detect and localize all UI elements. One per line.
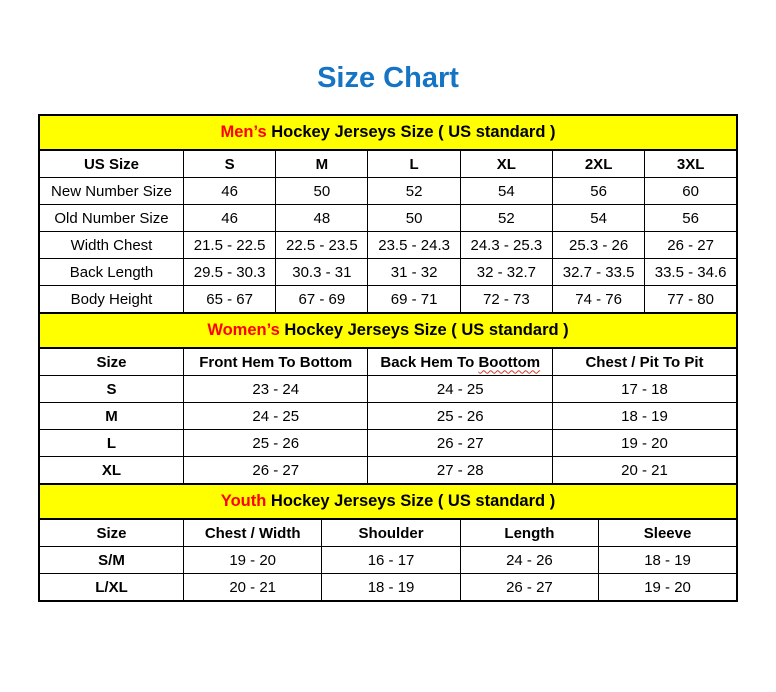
mens-column-header: US Size xyxy=(39,150,183,178)
womens-value-cell: 27 - 28 xyxy=(368,457,553,485)
mens-value-cell: 46 xyxy=(183,178,275,205)
mens-banner-highlight: Men’s xyxy=(220,123,267,141)
mens-value-cell: 67 - 69 xyxy=(276,286,368,314)
womens-column-header: Back Hem To Boottom xyxy=(368,348,553,376)
mens-value-cell: 52 xyxy=(368,178,460,205)
youth-value-cell: 16 - 17 xyxy=(322,547,460,574)
mens-size-table xyxy=(38,114,738,314)
youth-value-cell: 18 - 19 xyxy=(599,547,737,574)
youth-column-header: Shoulder xyxy=(322,519,460,547)
womens-value-cell: 23 - 24 xyxy=(183,376,368,403)
youth-column-header: Size xyxy=(39,519,183,547)
youth-banner-highlight: Youth xyxy=(220,492,267,510)
youth-value-cell: 19 - 20 xyxy=(599,574,737,602)
womens-value-cell: 20 - 21 xyxy=(552,457,737,485)
mens-value-cell: 32.7 - 33.5 xyxy=(552,259,644,286)
mens-value-cell: 33.5 - 34.6 xyxy=(645,259,737,286)
mens-value-cell: 24.3 - 25.3 xyxy=(460,232,552,259)
mens-section-banner: Men’s Hockey Jerseys Size ( US standard ) xyxy=(39,115,737,150)
mens-value-cell: 46 xyxy=(183,205,275,232)
womens-data-row xyxy=(39,430,737,457)
womens-row-label: M xyxy=(39,403,183,430)
mens-value-cell: 21.5 - 22.5 xyxy=(183,232,275,259)
mens-column-header: S xyxy=(183,150,275,178)
youth-value-cell: 20 - 21 xyxy=(183,574,321,602)
womens-value-cell: 24 - 25 xyxy=(368,376,553,403)
mens-value-cell: 54 xyxy=(460,178,552,205)
mens-column-header: 2XL xyxy=(552,150,644,178)
youth-banner-row xyxy=(39,484,737,519)
womens-value-cell: 24 - 25 xyxy=(183,403,368,430)
womens-size-table xyxy=(38,312,738,485)
page-title: Size Chart xyxy=(317,62,459,94)
mens-value-cell: 56 xyxy=(552,178,644,205)
mens-value-cell: 69 - 71 xyxy=(368,286,460,314)
womens-header-row xyxy=(39,348,737,376)
mens-value-cell: 22.5 - 23.5 xyxy=(276,232,368,259)
womens-row-label: L xyxy=(39,430,183,457)
mens-data-row xyxy=(39,205,737,232)
mens-value-cell: 48 xyxy=(276,205,368,232)
youth-row-label: L/XL xyxy=(39,574,183,602)
youth-column-header: Sleeve xyxy=(599,519,737,547)
womens-value-cell: 26 - 27 xyxy=(368,430,553,457)
youth-value-cell: 26 - 27 xyxy=(460,574,598,602)
youth-size-table xyxy=(38,483,738,602)
size-chart-tables xyxy=(38,114,738,602)
mens-value-cell: 52 xyxy=(460,205,552,232)
mens-value-cell: 50 xyxy=(368,205,460,232)
mens-column-header: 3XL xyxy=(645,150,737,178)
mens-value-cell: 23.5 - 24.3 xyxy=(368,232,460,259)
womens-value-cell: 19 - 20 xyxy=(552,430,737,457)
mens-value-cell: 25.3 - 26 xyxy=(552,232,644,259)
spellcheck-underlined-word: Boottom xyxy=(478,353,541,371)
mens-column-header: XL xyxy=(460,150,552,178)
mens-value-cell: 30.3 - 31 xyxy=(276,259,368,286)
mens-value-cell: 31 - 32 xyxy=(368,259,460,286)
womens-value-cell: 18 - 19 xyxy=(552,403,737,430)
womens-value-cell: 25 - 26 xyxy=(183,430,368,457)
womens-row-label: XL xyxy=(39,457,183,485)
youth-row-label: S/M xyxy=(39,547,183,574)
youth-value-cell: 18 - 19 xyxy=(322,574,460,602)
mens-value-cell: 60 xyxy=(645,178,737,205)
womens-banner-highlight: Women’s xyxy=(207,321,280,339)
womens-data-row xyxy=(39,457,737,485)
youth-value-cell: 24 - 26 xyxy=(460,547,598,574)
womens-row-label: S xyxy=(39,376,183,403)
mens-data-row xyxy=(39,286,737,314)
youth-data-row xyxy=(39,574,737,602)
youth-header-row xyxy=(39,519,737,547)
womens-data-row xyxy=(39,403,737,430)
youth-column-header: Length xyxy=(460,519,598,547)
womens-section-banner: Women’s Hockey Jerseys Size ( US standard ) xyxy=(39,313,737,348)
mens-value-cell: 77 - 80 xyxy=(645,286,737,314)
mens-data-row xyxy=(39,259,737,286)
mens-value-cell: 72 - 73 xyxy=(460,286,552,314)
mens-column-header: L xyxy=(368,150,460,178)
mens-value-cell: 74 - 76 xyxy=(552,286,644,314)
womens-value-cell: 26 - 27 xyxy=(183,457,368,485)
mens-header-row xyxy=(39,150,737,178)
mens-value-cell: 65 - 67 xyxy=(183,286,275,314)
mens-row-label: Width Chest xyxy=(39,232,183,259)
womens-data-row xyxy=(39,376,737,403)
mens-column-header: M xyxy=(276,150,368,178)
youth-value-cell: 19 - 20 xyxy=(183,547,321,574)
mens-row-label: New Number Size xyxy=(39,178,183,205)
youth-section-banner: Youth Hockey Jerseys Size ( US standard ) xyxy=(39,484,737,519)
womens-column-header: Front Hem To Bottom xyxy=(183,348,368,376)
mens-row-label: Old Number Size xyxy=(39,205,183,232)
womens-value-cell: 17 - 18 xyxy=(552,376,737,403)
mens-row-label: Body Height xyxy=(39,286,183,314)
womens-column-header: Size xyxy=(39,348,183,376)
mens-row-label: Back Length xyxy=(39,259,183,286)
mens-value-cell: 54 xyxy=(552,205,644,232)
womens-banner-row xyxy=(39,313,737,348)
mens-value-cell: 29.5 - 30.3 xyxy=(183,259,275,286)
youth-column-header: Chest / Width xyxy=(183,519,321,547)
womens-column-header: Chest / Pit To Pit xyxy=(552,348,737,376)
womens-value-cell: 25 - 26 xyxy=(368,403,553,430)
mens-value-cell: 56 xyxy=(645,205,737,232)
mens-data-row xyxy=(39,232,737,259)
mens-value-cell: 26 - 27 xyxy=(645,232,737,259)
mens-value-cell: 32 - 32.7 xyxy=(460,259,552,286)
mens-value-cell: 50 xyxy=(276,178,368,205)
mens-banner-row xyxy=(39,115,737,150)
youth-data-row xyxy=(39,547,737,574)
mens-data-row xyxy=(39,178,737,205)
